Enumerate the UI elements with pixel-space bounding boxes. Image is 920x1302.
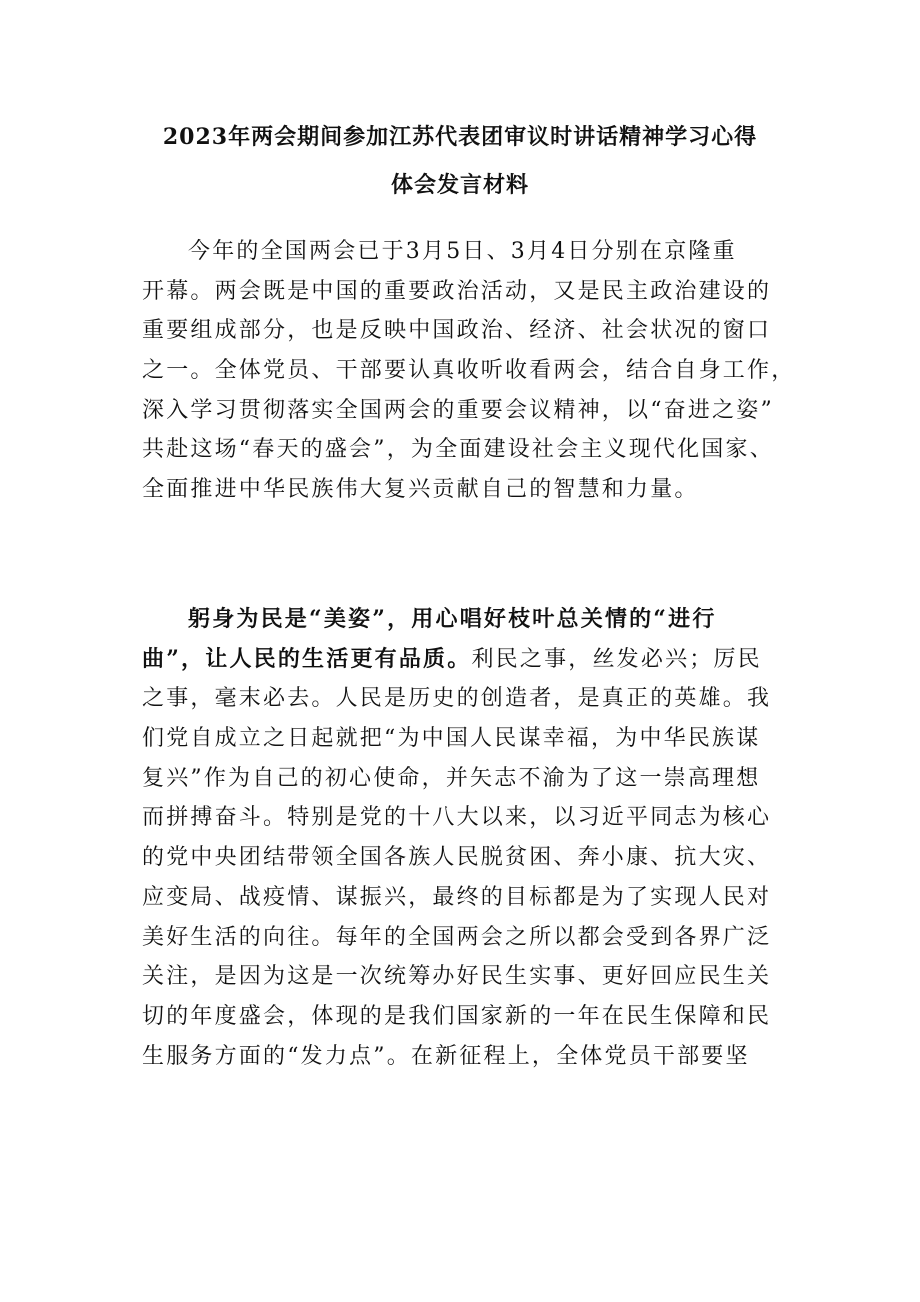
paragraph-line: 美好生活的向往。每年的全国两会之所以都会受到各界广泛 — [142, 924, 772, 950]
paragraph-line: 应变局、战疫情、谋振兴，最终的目标都是为了实现人民对 — [142, 884, 772, 910]
paragraph-line: 之一。全体党员、干部要认真收听收看两会，结合自身工作， — [142, 358, 796, 384]
paragraph-line: 切的年度盛会，体现的是我们国家新的一年在民生保障和民 — [142, 1003, 772, 1029]
paragraph-2 — [142, 600, 782, 1076]
paragraph-line: 生服务方面的“发力点”。在新征程上，全体党员干部要坚 — [142, 1043, 750, 1069]
paragraph-line: 的党中央团结带领全国各族人民脱贫困、奔小康、抗大灾、 — [142, 845, 772, 871]
paragraph-1 — [142, 232, 796, 510]
section-heading-line-1: 躬身为民是“美姿”，用心唱好枝叶总关情的“进行 — [188, 606, 717, 632]
paragraph-line: 们党自成立之日起就把“为中国人民谋幸福，为中华民族谋 — [142, 726, 761, 752]
paragraph-line-rest: 利民之事，丝发必兴；厉民 — [471, 646, 762, 672]
paragraph-line: 之事，毫末必去。人民是历史的创造者，是真正的英雄。我 — [142, 686, 772, 712]
paragraph-line: 复兴”作为自己的初心使命，并矢志不渝为了这一崇高理想 — [142, 765, 761, 791]
section-heading-line-2: 曲”，让人民的生活更有品质。 — [142, 645, 472, 672]
paragraph-line: 重要组成部分，也是反映中国政治、经济、社会状况的窗口 — [142, 318, 772, 344]
paragraph-line: 开幕。两会既是中国的重要政治活动，又是民主政治建设的 — [142, 278, 772, 304]
paragraph-line: 而拼搏奋斗。特别是党的十八大以来，以习近平同志为核心 — [142, 805, 772, 831]
paragraph-line: 全面推进中华民族伟大复兴贡献自己的智慧和力量。 — [142, 477, 699, 503]
paragraph-line — [142, 640, 782, 680]
paragraph-line: 关注，是因为这是一次统筹办好民生实事、更好回应民生关 — [142, 964, 772, 990]
paragraph-line: 今年的全国两会已于3月5日、3月4日分别在京隆重 — [188, 239, 737, 264]
document-title-line-1: 2023年两会期间参加江苏代表团审议时讲话精神学习心得 — [162, 124, 758, 150]
document-title-line-2: 体会发言材料 — [390, 172, 529, 198]
paragraph-line: 深入学习贯彻落实全国两会的重要会议精神，以“奋进之姿” — [142, 397, 774, 423]
paragraph-line: 共赴这场“春天的盛会”，为全面建设社会主义现代化国家、 — [142, 437, 774, 463]
